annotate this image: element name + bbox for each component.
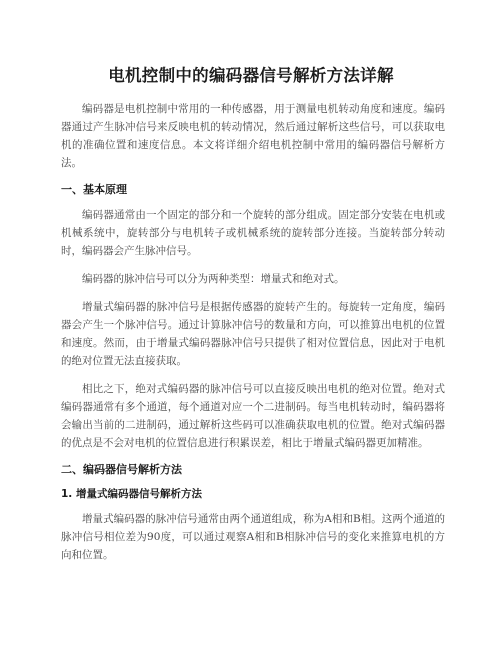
intro-paragraph: 编码器是电机控制中常用的一种传感器，用于测量电机转动角度和速度。编码器通过产生脉冲信号来反映电机的转动情况，然后通过解析这些信号，可以获取电机的准确位置和速度信息。本文将详细介绍电机控制中常用的编码器信号解析方法。 bbox=[61, 103, 445, 169]
section-heading-parsing-methods: 二、编码器信号解析方法 bbox=[61, 463, 182, 476]
section1-paragraph: 增量式编码器的脉冲信号是根据传感器的旋转产生的。每旋转一定角度，编码器会产生一个脉冲信号。通过计算脉冲信号的数量和方向，可以推算出电机的位置和速度。然而，由于增量式编码器脉冲信号只提供了相对位置信息，因此对于电机的绝对位置无法直接获取。 bbox=[61, 301, 445, 367]
subsection1-paragraph: 增量式编码器的脉冲信号通常由两个通道组成，称为A相和B相。这两个通道的脉冲信号相位差为90度，可以通过观察A相和B相脉冲信号的变化来推算电机的方向和位置。 bbox=[61, 513, 445, 561]
section-heading-basic-principle: 一、基本原理 bbox=[61, 183, 127, 196]
section1-paragraph: 相比之下，绝对式编码器的脉冲信号可以直接反映出电机的绝对位置。绝对式编码器通常有多个通道，每个通道对应一个二进制码。每当电机转动时，编码器将会输出当前的二进制码，通过解析这些码可以准确获取电机的位置。绝对式编码器的优点是不会对电机的位置信息进行积累误差，相比于增量式编码器更加精准。 bbox=[61, 383, 445, 449]
section1-paragraph: 编码器的脉冲信号可以分为两种类型：增量式和绝对式。 bbox=[82, 273, 345, 285]
subsection-heading-incremental: 1. 增量式编码器信号解析方法 bbox=[61, 488, 202, 500]
document-title: 电机控制中的编码器信号解析方法详解 bbox=[108, 66, 394, 85]
document-body bbox=[61, 100, 445, 574]
section1-paragraph: 编码器通常由一个固定的部分和一个旋转的部分组成。固定部分安装在电机或机械系统中，旋转部分与电机转子或机械系统的旋转部分连接。当旋转部分转动时，编码器会产生脉冲信号。 bbox=[61, 209, 445, 257]
